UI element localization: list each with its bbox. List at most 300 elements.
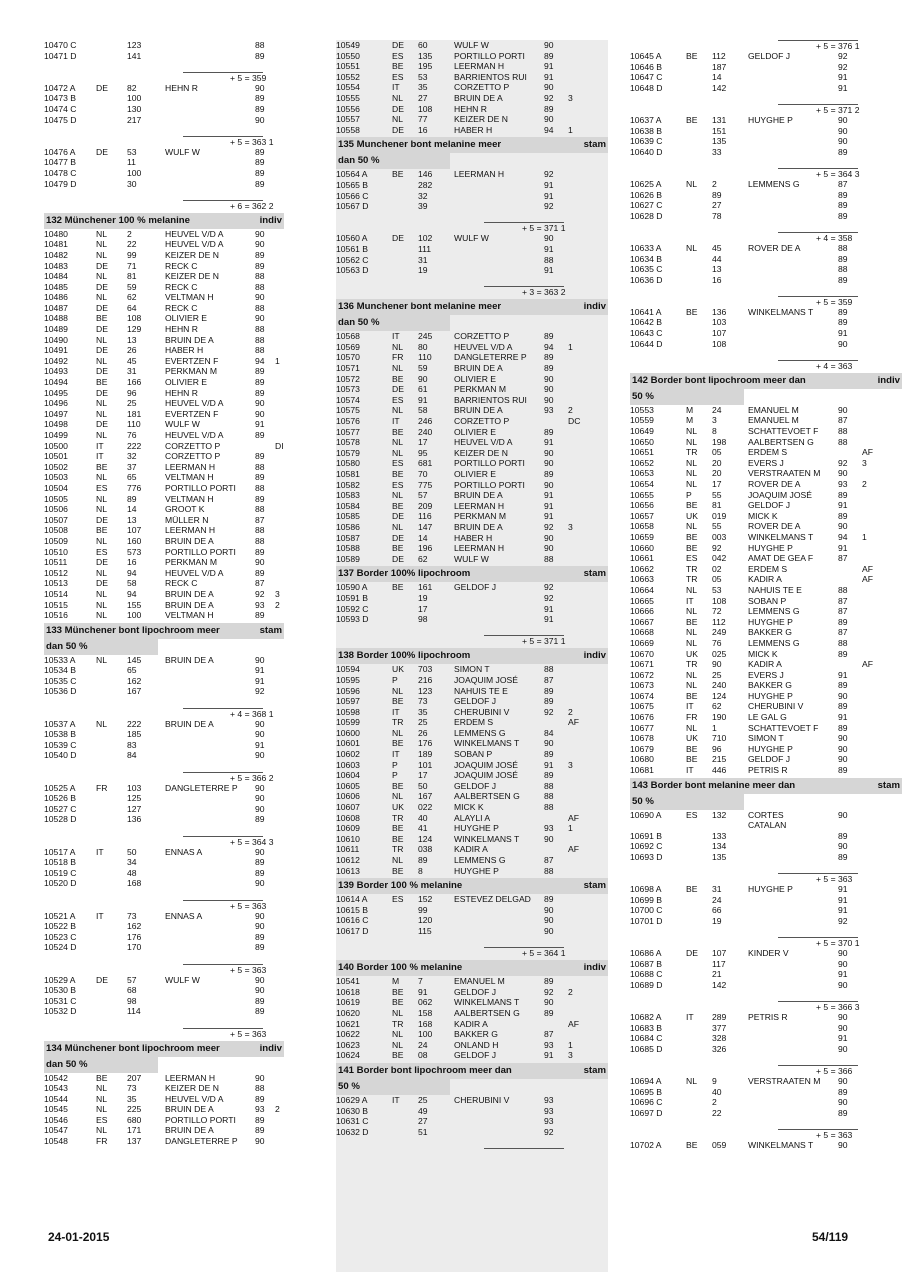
prize bbox=[568, 1029, 608, 1040]
breeder-name: PERKMAN M bbox=[454, 384, 507, 395]
entry-number: 10641 A bbox=[630, 306, 662, 317]
country-code: NL bbox=[96, 472, 107, 483]
prize bbox=[275, 578, 284, 589]
ring-number: 132 bbox=[712, 809, 727, 820]
class-type: indiv bbox=[583, 301, 606, 313]
ring-number: 13 bbox=[127, 334, 137, 345]
country-code: BE bbox=[392, 426, 404, 437]
country-code bbox=[686, 72, 712, 83]
breeder-name: EVERS J bbox=[748, 669, 784, 680]
country-code: NL bbox=[96, 1083, 107, 1094]
ring-number: 31 bbox=[418, 254, 428, 265]
country-code bbox=[686, 831, 712, 842]
country-code bbox=[686, 1097, 712, 1108]
ring-number: 64 bbox=[127, 302, 137, 313]
result-row bbox=[336, 1127, 608, 1138]
total-text: + 5 = 366 bbox=[816, 1066, 853, 1077]
class-type: indiv bbox=[877, 374, 900, 386]
score: 94 bbox=[255, 355, 265, 366]
score: 89 bbox=[838, 830, 848, 841]
ring-number: 158 bbox=[418, 1007, 433, 1018]
score bbox=[838, 447, 862, 458]
breeder-name: CORZETTO P bbox=[165, 440, 221, 451]
ring-number: 44 bbox=[712, 253, 722, 264]
entry-number: 10607 bbox=[336, 802, 360, 813]
breeder-name bbox=[748, 339, 838, 350]
score: 92 bbox=[544, 706, 554, 717]
result-row bbox=[336, 717, 608, 728]
entry-number: 10614 A bbox=[336, 894, 368, 905]
prize: AF bbox=[568, 844, 579, 855]
result-row bbox=[44, 93, 284, 104]
country-code: NL bbox=[392, 114, 403, 125]
result-row bbox=[44, 676, 284, 687]
result-row bbox=[336, 458, 608, 469]
entry-number: 10664 bbox=[630, 584, 654, 595]
entry-number: 10587 bbox=[336, 532, 360, 543]
team-total bbox=[336, 222, 608, 233]
result-row bbox=[44, 239, 284, 250]
entry-number: 10556 bbox=[336, 103, 360, 114]
score: 84 bbox=[544, 727, 554, 738]
result-row bbox=[44, 814, 284, 825]
breeder-name: PORTILLO PORTI bbox=[454, 479, 525, 490]
score: 88 bbox=[255, 504, 265, 515]
total-text: + 5 = 371 2 bbox=[816, 104, 860, 115]
breeder-name: VELTMAN H bbox=[165, 292, 214, 303]
country-code bbox=[392, 201, 418, 212]
prize bbox=[862, 190, 902, 201]
country-code: FR bbox=[686, 712, 698, 723]
result-row bbox=[44, 430, 284, 441]
score bbox=[544, 1019, 568, 1030]
breeder-name: SCHATTEVOET F bbox=[748, 426, 819, 437]
prize bbox=[275, 557, 284, 568]
country-code bbox=[96, 814, 127, 825]
prize bbox=[862, 1097, 902, 1108]
ring-number: 680 bbox=[127, 1114, 142, 1125]
breeder-name: KEIZER DE N bbox=[165, 249, 219, 260]
prize bbox=[275, 462, 284, 473]
country-code: NL bbox=[96, 249, 107, 260]
score: 89 bbox=[838, 765, 848, 776]
breeder-name: SOBAN P bbox=[454, 749, 493, 760]
result-row bbox=[630, 190, 902, 201]
team-total bbox=[44, 772, 284, 783]
result-row bbox=[44, 1094, 284, 1105]
ring-number: 2 bbox=[712, 178, 717, 189]
entry-number: 10661 bbox=[630, 553, 654, 564]
result-row bbox=[336, 976, 608, 987]
entry-number: 10599 bbox=[336, 717, 360, 728]
prize bbox=[862, 62, 902, 73]
country-code bbox=[686, 895, 712, 906]
result-row bbox=[630, 810, 902, 821]
result-row bbox=[630, 627, 902, 638]
result-row bbox=[336, 191, 608, 202]
total-rule bbox=[484, 1148, 564, 1149]
ring-number: 92 bbox=[712, 542, 722, 553]
entry-number: 10521 A bbox=[44, 910, 76, 921]
score: 90 bbox=[838, 1043, 848, 1054]
score: 89 bbox=[838, 489, 848, 500]
score: 89 bbox=[544, 770, 554, 781]
breeder-name bbox=[165, 40, 255, 51]
score: 91 bbox=[544, 603, 554, 614]
ring-number: 059 bbox=[712, 1140, 727, 1151]
result-row bbox=[630, 339, 902, 350]
country-code: NL bbox=[96, 588, 107, 599]
prize bbox=[568, 905, 608, 916]
score: 89 bbox=[838, 680, 848, 691]
ring-number: 8 bbox=[712, 426, 717, 437]
result-row bbox=[336, 384, 608, 395]
breeder-name: GROOT K bbox=[165, 504, 205, 515]
class-header-continuation: dan 50 % bbox=[336, 153, 450, 169]
result-row bbox=[44, 462, 284, 473]
country-code: ES bbox=[96, 546, 108, 557]
score: 92 bbox=[255, 588, 265, 599]
breeder-name: LEMMENS G bbox=[748, 606, 800, 617]
entry-number: 10603 bbox=[336, 759, 360, 770]
entry-number: 10639 C bbox=[630, 136, 663, 147]
prize bbox=[568, 427, 608, 438]
breeder-name bbox=[454, 593, 544, 604]
team-total bbox=[44, 200, 284, 211]
score: 87 bbox=[544, 674, 554, 685]
prize bbox=[862, 638, 902, 649]
entry-number: 10532 D bbox=[44, 1006, 77, 1017]
result-row bbox=[630, 405, 902, 416]
country-code: DE bbox=[392, 40, 404, 50]
ring-number: 117 bbox=[712, 958, 726, 969]
ring-number: 66 bbox=[712, 905, 722, 916]
team-total bbox=[44, 136, 284, 147]
prize bbox=[862, 426, 902, 437]
prize bbox=[568, 169, 608, 180]
result-row bbox=[630, 511, 902, 522]
breeder-name: DANGLETERRE P bbox=[454, 352, 527, 363]
ring-number: 112 bbox=[712, 616, 726, 627]
result-row bbox=[44, 1125, 284, 1136]
entry-number: 10632 D bbox=[336, 1126, 369, 1137]
entry-number: 10674 bbox=[630, 690, 654, 701]
entry-number: 10545 bbox=[44, 1104, 68, 1115]
ring-number: 282 bbox=[418, 179, 433, 190]
class-type: stam bbox=[583, 1064, 606, 1076]
result-row bbox=[336, 1040, 608, 1051]
entry-number: 10490 bbox=[44, 334, 68, 345]
breeder-name: PERKMAN M bbox=[454, 511, 507, 522]
score: 91 bbox=[255, 739, 265, 750]
ring-number: 53 bbox=[127, 146, 137, 157]
result-row bbox=[44, 557, 284, 568]
country-code: BE bbox=[392, 582, 404, 593]
ring-number: 168 bbox=[127, 878, 142, 889]
entry-number: 10497 bbox=[44, 408, 68, 419]
breeder-name bbox=[165, 857, 255, 868]
prize bbox=[862, 810, 902, 821]
result-row bbox=[336, 448, 608, 459]
class-title: 138 Border 100% lipochroom bbox=[338, 650, 471, 662]
score: 87 bbox=[838, 606, 848, 617]
class-title: 140 Border 100 % melanine bbox=[338, 962, 463, 974]
entry-number: 10642 B bbox=[630, 317, 663, 328]
ring-number: 22 bbox=[712, 1107, 722, 1118]
result-row bbox=[630, 51, 902, 62]
prize bbox=[862, 831, 902, 842]
score: 89 bbox=[255, 451, 265, 462]
prize bbox=[275, 345, 284, 356]
country-code: NL bbox=[392, 490, 403, 501]
column-middle bbox=[336, 40, 608, 1272]
ring-number: 24 bbox=[712, 404, 722, 415]
prize: DC bbox=[568, 416, 581, 427]
prize bbox=[568, 554, 608, 565]
class-title: 142 Border bont lipochroom meer dan bbox=[632, 374, 806, 386]
ring-number: 96 bbox=[712, 743, 722, 754]
country-code bbox=[392, 1116, 418, 1127]
entry-number: 10644 D bbox=[630, 338, 663, 349]
row-spacer bbox=[336, 937, 608, 948]
breeder-name bbox=[748, 211, 838, 222]
entry-number: 10697 D bbox=[630, 1107, 663, 1118]
ring-number: 195 bbox=[418, 61, 433, 72]
country-code: P bbox=[392, 759, 398, 770]
result-row bbox=[44, 179, 284, 190]
ring-number: 62 bbox=[712, 701, 722, 712]
breeder-name: KEIZER DE N bbox=[165, 1083, 219, 1094]
breeder-name: MÜLLER N bbox=[165, 514, 209, 525]
breeder-name bbox=[165, 104, 255, 115]
breeder-name: EMANUEL M bbox=[748, 415, 799, 426]
entry-number: 10543 bbox=[44, 1083, 68, 1094]
team-total bbox=[630, 296, 902, 307]
result-row bbox=[336, 480, 608, 491]
breeder-name bbox=[748, 317, 838, 328]
score: 87 bbox=[838, 595, 848, 606]
result-row bbox=[44, 366, 284, 377]
breeder-name: BARRIENTOS RUI bbox=[454, 394, 527, 405]
result-row bbox=[44, 168, 284, 179]
prize bbox=[568, 255, 608, 266]
result-row bbox=[336, 469, 608, 480]
country-code: BE bbox=[392, 500, 404, 511]
prize bbox=[862, 765, 902, 776]
score: 91 bbox=[838, 894, 848, 905]
ring-number: 32 bbox=[127, 451, 137, 462]
ring-number: 08 bbox=[418, 1050, 428, 1061]
breeder-name: BRUIN DE A bbox=[454, 521, 503, 532]
country-code: NL bbox=[392, 791, 403, 802]
score bbox=[544, 717, 568, 728]
prize bbox=[275, 857, 284, 868]
ring-number: 124 bbox=[418, 833, 433, 844]
prize bbox=[568, 770, 608, 781]
score bbox=[544, 416, 568, 427]
ring-number: 14 bbox=[712, 72, 722, 83]
total-text: + 5 = 363 bbox=[230, 900, 267, 911]
result-row bbox=[630, 606, 902, 617]
result-row bbox=[336, 374, 608, 385]
entry-number: 10483 bbox=[44, 260, 68, 271]
country-code: NL bbox=[686, 521, 697, 532]
entry-number: 10694 A bbox=[630, 1076, 662, 1087]
score: 92 bbox=[544, 521, 554, 532]
country-code: DE bbox=[96, 324, 108, 335]
country-code: DE bbox=[392, 532, 404, 543]
ring-number: 16 bbox=[712, 274, 722, 285]
result-row bbox=[630, 1023, 902, 1034]
country-code bbox=[686, 1087, 712, 1098]
country-code: P bbox=[392, 770, 398, 781]
entry-number: 10650 bbox=[630, 436, 654, 447]
prize bbox=[862, 852, 902, 863]
entry-number: 10665 bbox=[630, 595, 654, 606]
entry-number: 10575 bbox=[336, 405, 360, 416]
prize: 2 bbox=[568, 706, 573, 717]
country-code: BE bbox=[686, 754, 698, 765]
ring-number: 25 bbox=[127, 398, 137, 409]
class-header bbox=[336, 878, 608, 894]
entry-number: 10520 D bbox=[44, 878, 77, 889]
ring-number: 155 bbox=[127, 599, 142, 610]
country-code: ES bbox=[392, 894, 404, 905]
result-row bbox=[336, 82, 608, 93]
score: 91 bbox=[838, 669, 848, 680]
prize: 3 bbox=[568, 1050, 573, 1061]
breeder-name: KADIR A bbox=[748, 574, 782, 585]
result-row bbox=[336, 265, 608, 276]
result-row bbox=[630, 701, 902, 712]
breeder-name bbox=[748, 841, 838, 852]
result-row bbox=[630, 264, 902, 275]
score: 90 bbox=[255, 729, 265, 740]
breeder-name: HABER H bbox=[454, 532, 493, 543]
ring-number: 25 bbox=[418, 717, 428, 728]
country-code: NL bbox=[686, 242, 697, 253]
ring-number: 181 bbox=[127, 408, 142, 419]
result-row bbox=[44, 504, 284, 515]
score: 90 bbox=[255, 750, 265, 761]
entry-number: 10571 bbox=[336, 363, 360, 374]
breeder-name: DANGLETERRE P bbox=[165, 782, 238, 793]
result-row bbox=[336, 169, 608, 180]
breeder-name bbox=[165, 814, 255, 825]
breeder-name: BRUIN DE A bbox=[165, 588, 214, 599]
score: 90 bbox=[255, 921, 265, 932]
score: 90 bbox=[255, 654, 265, 665]
class-header bbox=[336, 137, 608, 153]
score: 90 bbox=[255, 408, 265, 419]
result-row bbox=[630, 521, 902, 532]
country-code: BE bbox=[686, 690, 698, 701]
result-row bbox=[630, 126, 902, 137]
entry-number: 10563 D bbox=[336, 265, 369, 276]
ring-number: 30 bbox=[127, 178, 137, 189]
entry-number: 10645 A bbox=[630, 51, 662, 61]
score: 92 bbox=[838, 51, 848, 61]
result-row bbox=[630, 969, 902, 980]
prize bbox=[568, 614, 608, 625]
entry-number: 10619 bbox=[336, 997, 360, 1008]
prize bbox=[275, 494, 284, 505]
score: 92 bbox=[544, 1126, 554, 1137]
entry-number: 10567 D bbox=[336, 201, 369, 212]
country-code: TR bbox=[686, 563, 698, 574]
prize bbox=[862, 596, 902, 607]
row-spacer bbox=[630, 1118, 902, 1129]
country-code bbox=[392, 255, 418, 266]
ring-number: 80 bbox=[418, 341, 428, 352]
ring-number: 99 bbox=[418, 904, 428, 915]
score bbox=[838, 574, 862, 585]
country-code bbox=[96, 157, 127, 168]
prize: 2 bbox=[862, 479, 867, 489]
class-header bbox=[336, 566, 608, 582]
result-row bbox=[44, 261, 284, 272]
score: 89 bbox=[838, 510, 848, 521]
score: 92 bbox=[544, 169, 554, 180]
entry-number: 10484 bbox=[44, 271, 68, 282]
country-code: IT bbox=[96, 910, 104, 921]
entry-number: 10555 bbox=[336, 92, 360, 103]
entry-number: 10541 bbox=[336, 976, 360, 987]
result-row bbox=[336, 905, 608, 916]
prize bbox=[275, 1115, 284, 1126]
country-code: BE bbox=[686, 616, 698, 627]
total-text: + 5 = 359 bbox=[230, 72, 267, 83]
prize bbox=[862, 916, 902, 927]
result-row bbox=[336, 40, 608, 51]
breeder-name bbox=[165, 942, 255, 953]
country-code: BE bbox=[392, 469, 404, 479]
breeder-name bbox=[748, 959, 838, 970]
prize bbox=[568, 976, 608, 987]
team-total bbox=[336, 947, 608, 958]
entry-number: 10591 B bbox=[336, 592, 369, 603]
entry-number: 10568 bbox=[336, 331, 360, 342]
score: 89 bbox=[255, 103, 265, 114]
entry-number: 10689 D bbox=[630, 979, 663, 990]
breeder-name bbox=[454, 1106, 544, 1117]
breeder-name bbox=[748, 916, 838, 927]
country-code bbox=[96, 729, 127, 740]
score: 91 bbox=[544, 1050, 554, 1061]
score: 89 bbox=[544, 331, 554, 342]
score: 90 bbox=[544, 479, 554, 490]
score: 89 bbox=[838, 253, 848, 264]
entry-number: 10493 bbox=[44, 366, 68, 377]
result-row bbox=[44, 1006, 284, 1017]
country-code: NL bbox=[686, 479, 697, 489]
prize bbox=[275, 483, 284, 494]
prize bbox=[862, 511, 902, 522]
breeder-name: VELTMAN H bbox=[165, 493, 214, 504]
ring-number: 98 bbox=[127, 995, 137, 1006]
breeder-name bbox=[165, 740, 255, 751]
breeder-name: HEHN R bbox=[454, 103, 487, 114]
result-row bbox=[336, 770, 608, 781]
total-text: + 5 = 363 1 bbox=[230, 136, 274, 147]
ring-number: 27 bbox=[712, 200, 722, 211]
result-row bbox=[336, 664, 608, 675]
ring-number: 162 bbox=[127, 675, 142, 686]
score: 90 bbox=[838, 958, 848, 969]
country-code: BE bbox=[686, 884, 698, 895]
breeder-name: OLIVIER E bbox=[454, 469, 497, 479]
prize bbox=[275, 250, 284, 261]
